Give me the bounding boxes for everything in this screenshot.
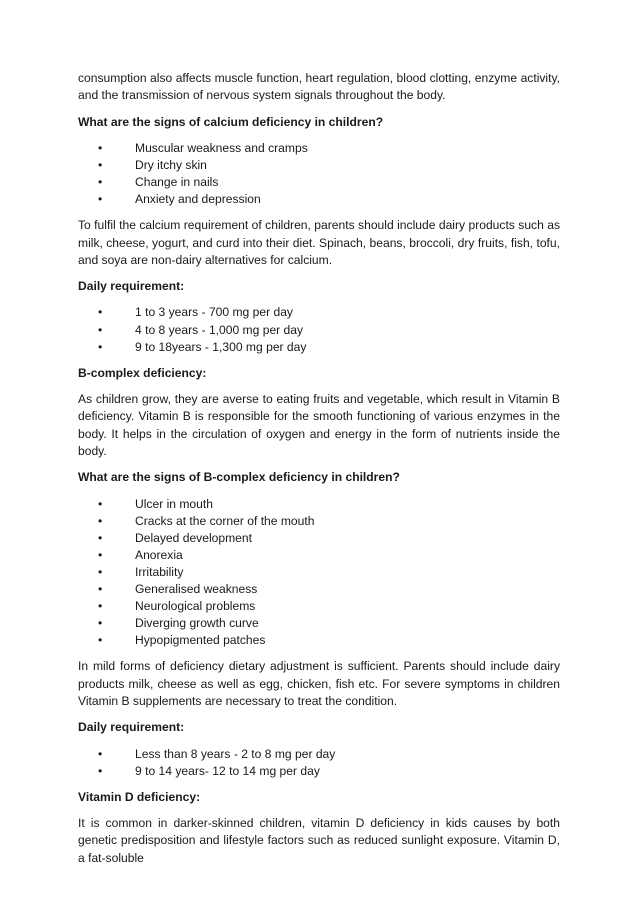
list-item-text: Anorexia bbox=[135, 547, 183, 562]
calcium-daily-heading: Daily requirement: bbox=[78, 279, 185, 294]
list-item-text: Delayed development bbox=[135, 530, 252, 545]
list-item bbox=[78, 581, 560, 598]
list-item-text: 4 to 8 years - 1,000 mg per day bbox=[135, 322, 304, 337]
calcium-daily-list bbox=[78, 304, 560, 355]
bcomplex-daily-heading: Daily requirement: bbox=[78, 720, 185, 735]
bullet-icon: • bbox=[98, 581, 103, 596]
list-item bbox=[78, 174, 560, 191]
list-item bbox=[78, 157, 560, 174]
list-item bbox=[78, 615, 560, 632]
document-page bbox=[78, 70, 560, 876]
bullet-icon: • bbox=[98, 513, 103, 528]
vitd-paragraph: It is common in darker-skinned children, vitamin D deficiency in kids causes by both genetic predisposition and lifestyle factors such as reduced sunlight exposure. Vitamin D, a fat-soluble bbox=[78, 816, 560, 865]
bullet-icon: • bbox=[98, 175, 103, 190]
bullet-icon: • bbox=[98, 322, 103, 337]
list-item-text: Irritability bbox=[135, 564, 184, 579]
bullet-icon: • bbox=[98, 746, 103, 761]
bullet-icon: • bbox=[98, 547, 103, 562]
bullet-icon: • bbox=[98, 192, 103, 207]
bcomplex-heading: B-complex deficiency: bbox=[78, 365, 207, 380]
bcomplex-signs-heading: What are the signs of B-complex deficiency in children? bbox=[78, 470, 400, 485]
bullet-icon: • bbox=[98, 496, 103, 511]
list-item-text: Less than 8 years - 2 to 8 mg per day bbox=[135, 746, 336, 761]
bullet-icon: • bbox=[98, 599, 103, 614]
bullet-icon: • bbox=[98, 763, 103, 778]
bullet-icon: • bbox=[98, 633, 103, 648]
vitd-heading: Vitamin D deficiency: bbox=[78, 789, 201, 804]
list-item bbox=[78, 339, 560, 356]
list-item bbox=[78, 191, 560, 208]
bullet-icon: • bbox=[98, 140, 103, 155]
bcomplex-treatment-paragraph: In mild forms of deficiency dietary adjustment is sufficient. Parents should include dairy products milk, cheese as well as egg, chicken, fish etc. For severe symptoms in children Vitamin B supplements are necessary to treat the condition. bbox=[78, 659, 560, 708]
calcium-signs-heading: What are the signs of calcium deficiency in children? bbox=[78, 114, 384, 129]
list-item-text: 1 to 3 years - 700 mg per day bbox=[135, 305, 293, 320]
calcium-paragraph: To fulfil the calcium requirement of children, parents should include dairy products such as milk, cheese, yogurt, and curd into their diet. Spinach, beans, broccoli, dry fruits, fish, tofu, and soya are non-dairy alternatives for calcium. bbox=[78, 218, 560, 267]
bcomplex-daily-list bbox=[78, 746, 560, 780]
list-item-text: Muscular weakness and cramps bbox=[135, 140, 308, 155]
list-item bbox=[78, 322, 560, 339]
list-item-text: Neurological problems bbox=[135, 599, 256, 614]
list-item bbox=[78, 304, 560, 321]
list-item bbox=[78, 140, 560, 157]
bullet-icon: • bbox=[98, 616, 103, 631]
list-item bbox=[78, 746, 560, 763]
list-item-text: Generalised weakness bbox=[135, 581, 258, 596]
intro-paragraph: consumption also affects muscle function, heart regulation, blood clotting, enzyme activity, and the transmission of nervous system signals throughout the body. bbox=[78, 71, 560, 103]
list-item-text: Hypopigmented patches bbox=[135, 633, 266, 648]
list-item-text: Change in nails bbox=[135, 175, 219, 190]
list-item-text: Dry itchy skin bbox=[135, 157, 207, 172]
bullet-icon: • bbox=[98, 564, 103, 579]
list-item bbox=[78, 547, 560, 564]
list-item bbox=[78, 632, 560, 649]
bcomplex-paragraph: As children grow, they are averse to eating fruits and vegetable, which result in Vitamin B deficiency. Vitamin B is responsible for the smooth functioning of various enzymes in the body. It helps in the circulation of oxygen and energy in the form of nutrients inside the body. bbox=[78, 392, 560, 458]
bullet-icon: • bbox=[98, 339, 103, 354]
list-item-text: Diverging growth curve bbox=[135, 616, 259, 631]
bcomplex-signs-list bbox=[78, 496, 560, 650]
list-item-text: Anxiety and depression bbox=[135, 192, 261, 207]
list-item bbox=[78, 763, 560, 780]
list-item bbox=[78, 496, 560, 513]
list-item-text: 9 to 18years - 1,300 mg per day bbox=[135, 339, 307, 354]
list-item bbox=[78, 530, 560, 547]
bullet-icon: • bbox=[98, 530, 103, 545]
list-item-text: Cracks at the corner of the mouth bbox=[135, 513, 315, 528]
list-item bbox=[78, 564, 560, 581]
list-item-text: 9 to 14 years- 12 to 14 mg per day bbox=[135, 763, 320, 778]
list-item bbox=[78, 513, 560, 530]
bullet-icon: • bbox=[98, 305, 103, 320]
list-item-text: Ulcer in mouth bbox=[135, 496, 213, 511]
bullet-icon: • bbox=[98, 157, 103, 172]
calcium-signs-list bbox=[78, 140, 560, 208]
list-item bbox=[78, 598, 560, 615]
